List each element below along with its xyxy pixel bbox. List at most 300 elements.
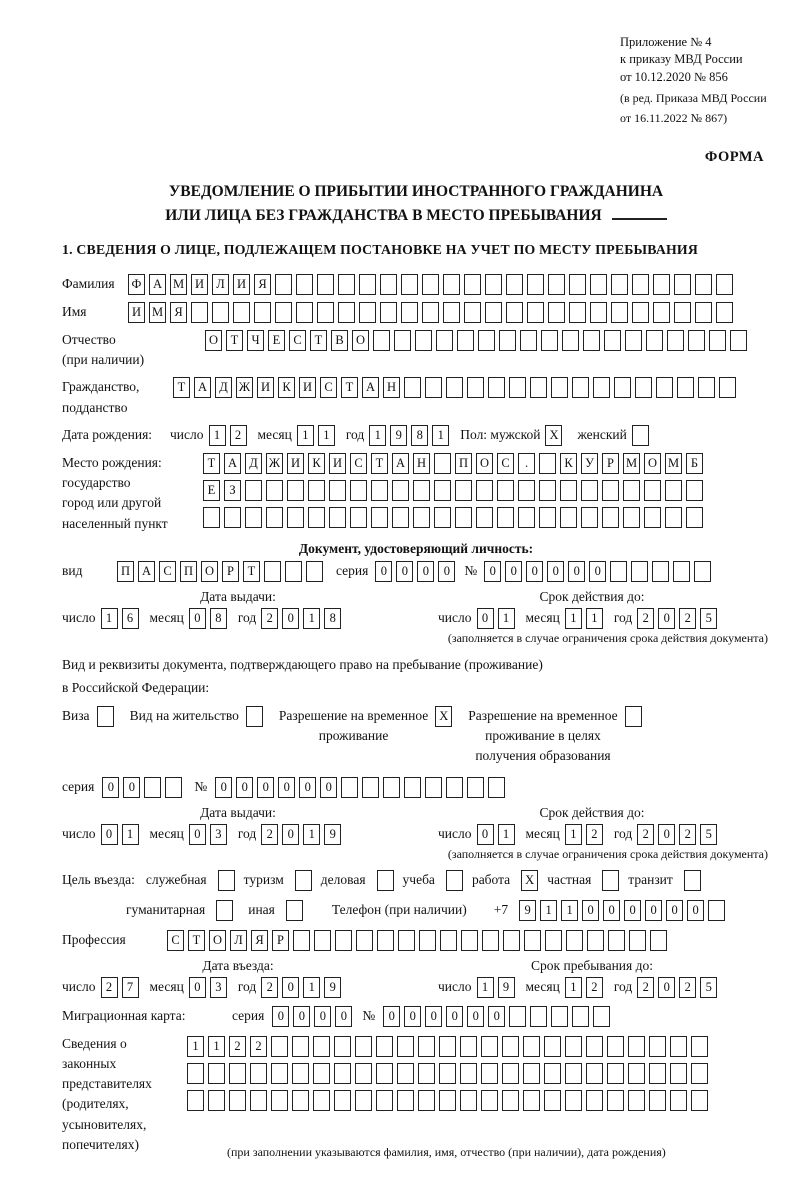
form-cell[interactable]: [497, 480, 514, 501]
form-cell[interactable]: [644, 507, 661, 528]
form-cell[interactable]: [460, 1090, 477, 1111]
form-cell[interactable]: Л: [212, 274, 229, 295]
form-cell[interactable]: С: [167, 930, 184, 951]
form-cell[interactable]: [586, 1036, 603, 1057]
form-cell[interactable]: Ч: [247, 330, 264, 351]
form-cell[interactable]: [581, 480, 598, 501]
form-cell[interactable]: [581, 507, 598, 528]
form-cell[interactable]: [632, 274, 649, 295]
form-cell[interactable]: 0: [484, 561, 501, 582]
form-cell[interactable]: [398, 930, 415, 951]
form-cell[interactable]: [635, 377, 652, 398]
form-cell[interactable]: [665, 480, 682, 501]
form-cell[interactable]: 0: [658, 977, 675, 998]
form-cell[interactable]: [628, 1063, 645, 1084]
form-cell[interactable]: 2: [637, 824, 654, 845]
form-cell[interactable]: [436, 330, 453, 351]
form-cell[interactable]: У: [581, 453, 598, 474]
purpose-work-checkbox[interactable]: X: [521, 870, 538, 891]
form-cell[interactable]: [404, 377, 421, 398]
form-cell[interactable]: [499, 330, 516, 351]
form-cell[interactable]: [373, 330, 390, 351]
form-cell[interactable]: Я: [251, 930, 268, 951]
form-cell[interactable]: 1: [303, 608, 320, 629]
form-cell[interactable]: И: [299, 377, 316, 398]
purpose-transit-checkbox[interactable]: [684, 870, 701, 891]
purpose-official-checkbox[interactable]: [218, 870, 235, 891]
form-cell[interactable]: 9: [519, 900, 536, 921]
form-cell[interactable]: 0: [101, 824, 118, 845]
form-cell[interactable]: [688, 330, 705, 351]
form-cell[interactable]: [422, 302, 439, 323]
form-cell[interactable]: [266, 480, 283, 501]
form-cell[interactable]: [376, 1063, 393, 1084]
form-cell[interactable]: [329, 507, 346, 528]
form-cell[interactable]: С: [497, 453, 514, 474]
form-cell[interactable]: [397, 1090, 414, 1111]
form-cell[interactable]: [359, 302, 376, 323]
form-cell[interactable]: [572, 377, 589, 398]
form-cell[interactable]: [371, 480, 388, 501]
form-cell[interactable]: [335, 930, 352, 951]
form-cell[interactable]: [467, 377, 484, 398]
form-cell[interactable]: [506, 302, 523, 323]
form-cell[interactable]: В: [331, 330, 348, 351]
form-cell[interactable]: [418, 1063, 435, 1084]
form-cell[interactable]: Н: [413, 453, 430, 474]
form-cell[interactable]: [506, 274, 523, 295]
form-cell[interactable]: 1: [209, 425, 226, 446]
form-cell[interactable]: [566, 930, 583, 951]
form-cell[interactable]: [392, 507, 409, 528]
form-cell[interactable]: [425, 377, 442, 398]
form-cell[interactable]: [544, 1063, 561, 1084]
form-cell[interactable]: Д: [245, 453, 262, 474]
form-cell[interactable]: [308, 507, 325, 528]
form-cell[interactable]: 0: [320, 777, 337, 798]
form-cell[interactable]: [355, 1036, 372, 1057]
form-cell[interactable]: [287, 480, 304, 501]
form-cell[interactable]: [716, 302, 733, 323]
form-cell[interactable]: [266, 507, 283, 528]
form-cell[interactable]: С: [159, 561, 176, 582]
form-cell[interactable]: [560, 507, 577, 528]
form-cell[interactable]: [602, 507, 619, 528]
purpose-humanitarian-checkbox[interactable]: [216, 900, 233, 921]
form-cell[interactable]: [670, 1036, 687, 1057]
form-cell[interactable]: 0: [477, 608, 494, 629]
form-cell[interactable]: [271, 1036, 288, 1057]
form-cell[interactable]: И: [191, 274, 208, 295]
form-cell[interactable]: [695, 274, 712, 295]
form-cell[interactable]: [212, 302, 229, 323]
form-cell[interactable]: [481, 1090, 498, 1111]
form-cell[interactable]: [632, 302, 649, 323]
form-cell[interactable]: [418, 1036, 435, 1057]
form-cell[interactable]: 0: [446, 1006, 463, 1027]
form-cell[interactable]: [541, 330, 558, 351]
form-cell[interactable]: [334, 1063, 351, 1084]
form-cell[interactable]: 9: [324, 977, 341, 998]
form-cell[interactable]: [250, 1063, 267, 1084]
form-cell[interactable]: [562, 330, 579, 351]
form-cell[interactable]: [482, 930, 499, 951]
form-cell[interactable]: 1: [318, 425, 335, 446]
form-cell[interactable]: [264, 561, 281, 582]
form-cell[interactable]: [308, 480, 325, 501]
form-cell[interactable]: [203, 507, 220, 528]
form-cell[interactable]: [413, 480, 430, 501]
form-cell[interactable]: [271, 1063, 288, 1084]
form-cell[interactable]: О: [201, 561, 218, 582]
form-cell[interactable]: [229, 1090, 246, 1111]
form-cell[interactable]: 1: [586, 608, 603, 629]
form-cell[interactable]: [292, 1090, 309, 1111]
form-cell[interactable]: [446, 377, 463, 398]
form-cell[interactable]: [293, 930, 310, 951]
form-cell[interactable]: И: [257, 377, 274, 398]
form-cell[interactable]: [530, 1006, 547, 1027]
form-cell[interactable]: Т: [243, 561, 260, 582]
form-cell[interactable]: [649, 1063, 666, 1084]
form-cell[interactable]: [565, 1090, 582, 1111]
form-cell[interactable]: 2: [261, 608, 278, 629]
rvp-education-checkbox[interactable]: [625, 706, 642, 727]
form-cell[interactable]: Р: [272, 930, 289, 951]
form-cell[interactable]: К: [308, 453, 325, 474]
form-cell[interactable]: 0: [467, 1006, 484, 1027]
form-cell[interactable]: 1: [122, 824, 139, 845]
form-cell[interactable]: [208, 1063, 225, 1084]
form-cell[interactable]: [481, 1063, 498, 1084]
form-cell[interactable]: 0: [282, 608, 299, 629]
form-cell[interactable]: [488, 377, 505, 398]
form-cell[interactable]: [611, 302, 628, 323]
form-cell[interactable]: О: [205, 330, 222, 351]
form-cell[interactable]: [461, 930, 478, 951]
form-cell[interactable]: Т: [173, 377, 190, 398]
form-cell[interactable]: [544, 1090, 561, 1111]
form-cell[interactable]: Ф: [128, 274, 145, 295]
form-cell[interactable]: [338, 302, 355, 323]
form-cell[interactable]: 5: [700, 608, 717, 629]
form-cell[interactable]: 0: [417, 561, 434, 582]
form-cell[interactable]: 0: [314, 1006, 331, 1027]
form-cell[interactable]: [187, 1090, 204, 1111]
form-cell[interactable]: [673, 561, 690, 582]
form-cell[interactable]: Т: [203, 453, 220, 474]
form-cell[interactable]: [296, 302, 313, 323]
purpose-other-checkbox[interactable]: [286, 900, 303, 921]
form-cell[interactable]: 0: [335, 1006, 352, 1027]
form-cell[interactable]: [667, 330, 684, 351]
form-cell[interactable]: 0: [282, 977, 299, 998]
form-cell[interactable]: [610, 561, 627, 582]
form-cell[interactable]: 8: [324, 608, 341, 629]
form-cell[interactable]: М: [665, 453, 682, 474]
form-cell[interactable]: 2: [586, 977, 603, 998]
form-cell[interactable]: А: [194, 377, 211, 398]
form-cell[interactable]: [306, 561, 323, 582]
form-cell[interactable]: Т: [226, 330, 243, 351]
form-cell[interactable]: 0: [425, 1006, 442, 1027]
form-cell[interactable]: [518, 507, 535, 528]
form-cell[interactable]: Е: [203, 480, 220, 501]
form-cell[interactable]: 1: [369, 425, 386, 446]
form-cell[interactable]: А: [392, 453, 409, 474]
form-cell[interactable]: 7: [122, 977, 139, 998]
form-cell[interactable]: 0: [236, 777, 253, 798]
form-cell[interactable]: [292, 1036, 309, 1057]
form-cell[interactable]: 2: [261, 824, 278, 845]
form-cell[interactable]: [614, 377, 631, 398]
form-cell[interactable]: [397, 1063, 414, 1084]
form-cell[interactable]: [527, 274, 544, 295]
form-cell[interactable]: [590, 274, 607, 295]
form-cell[interactable]: [422, 274, 439, 295]
form-cell[interactable]: Р: [602, 453, 619, 474]
form-cell[interactable]: [502, 1036, 519, 1057]
form-cell[interactable]: [485, 302, 502, 323]
form-cell[interactable]: [434, 507, 451, 528]
form-cell[interactable]: 0: [215, 777, 232, 798]
form-cell[interactable]: 0: [282, 824, 299, 845]
sex-female-checkbox[interactable]: [632, 425, 649, 446]
form-cell[interactable]: [376, 1036, 393, 1057]
form-cell[interactable]: [623, 507, 640, 528]
form-cell[interactable]: Я: [170, 302, 187, 323]
purpose-business-checkbox[interactable]: [377, 870, 394, 891]
form-cell[interactable]: [443, 274, 460, 295]
form-cell[interactable]: Л: [230, 930, 247, 951]
form-cell[interactable]: Р: [222, 561, 239, 582]
form-cell[interactable]: 2: [637, 608, 654, 629]
form-cell[interactable]: [509, 377, 526, 398]
form-cell[interactable]: [593, 1006, 610, 1027]
form-cell[interactable]: [539, 480, 556, 501]
form-cell[interactable]: [313, 1090, 330, 1111]
form-cell[interactable]: [425, 777, 442, 798]
form-cell[interactable]: [523, 1036, 540, 1057]
form-cell[interactable]: [527, 302, 544, 323]
form-cell[interactable]: З: [224, 480, 241, 501]
form-cell[interactable]: [250, 1090, 267, 1111]
form-cell[interactable]: А: [362, 377, 379, 398]
form-cell[interactable]: [287, 507, 304, 528]
form-cell[interactable]: 0: [189, 608, 206, 629]
form-cell[interactable]: .: [518, 453, 535, 474]
form-cell[interactable]: 6: [122, 608, 139, 629]
form-cell[interactable]: [608, 930, 625, 951]
form-cell[interactable]: [224, 507, 241, 528]
form-cell[interactable]: [362, 777, 379, 798]
form-cell[interactable]: [730, 330, 747, 351]
form-cell[interactable]: П: [117, 561, 134, 582]
form-cell[interactable]: 1: [303, 977, 320, 998]
form-cell[interactable]: 0: [383, 1006, 400, 1027]
form-cell[interactable]: [371, 507, 388, 528]
form-cell[interactable]: 8: [411, 425, 428, 446]
form-cell[interactable]: 1: [101, 608, 118, 629]
form-cell[interactable]: [356, 930, 373, 951]
form-cell[interactable]: [518, 480, 535, 501]
form-cell[interactable]: [476, 480, 493, 501]
form-cell[interactable]: [698, 377, 715, 398]
form-cell[interactable]: [719, 377, 736, 398]
form-cell[interactable]: 0: [257, 777, 274, 798]
form-cell[interactable]: 1: [565, 977, 582, 998]
form-cell[interactable]: 5: [700, 977, 717, 998]
form-cell[interactable]: 1: [477, 977, 494, 998]
form-cell[interactable]: [401, 274, 418, 295]
form-cell[interactable]: 0: [404, 1006, 421, 1027]
form-cell[interactable]: [583, 330, 600, 351]
form-cell[interactable]: [586, 1090, 603, 1111]
form-cell[interactable]: 2: [637, 977, 654, 998]
form-cell[interactable]: 2: [261, 977, 278, 998]
form-cell[interactable]: [502, 1063, 519, 1084]
form-cell[interactable]: 0: [375, 561, 392, 582]
form-cell[interactable]: Б: [686, 453, 703, 474]
form-cell[interactable]: [607, 1036, 624, 1057]
form-cell[interactable]: [317, 274, 334, 295]
sex-male-checkbox[interactable]: X: [545, 425, 562, 446]
form-cell[interactable]: 0: [658, 824, 675, 845]
form-cell[interactable]: [350, 507, 367, 528]
form-cell[interactable]: [401, 302, 418, 323]
form-cell[interactable]: Т: [188, 930, 205, 951]
form-cell[interactable]: 0: [396, 561, 413, 582]
form-cell[interactable]: [481, 1036, 498, 1057]
form-cell[interactable]: [694, 561, 711, 582]
form-cell[interactable]: 1: [208, 1036, 225, 1057]
form-cell[interactable]: [548, 302, 565, 323]
form-cell[interactable]: [497, 507, 514, 528]
form-cell[interactable]: 9: [390, 425, 407, 446]
form-cell[interactable]: 1: [303, 824, 320, 845]
form-cell[interactable]: 0: [582, 900, 599, 921]
form-cell[interactable]: [656, 377, 673, 398]
purpose-study-checkbox[interactable]: [446, 870, 463, 891]
form-cell[interactable]: [187, 1063, 204, 1084]
form-cell[interactable]: 0: [272, 1006, 289, 1027]
form-cell[interactable]: [590, 302, 607, 323]
form-cell[interactable]: 2: [230, 425, 247, 446]
form-cell[interactable]: [607, 1063, 624, 1084]
form-cell[interactable]: [502, 1090, 519, 1111]
form-cell[interactable]: [691, 1090, 708, 1111]
form-cell[interactable]: [545, 930, 562, 951]
form-cell[interactable]: [245, 480, 262, 501]
form-cell[interactable]: [341, 777, 358, 798]
form-cell[interactable]: [523, 1063, 540, 1084]
form-cell[interactable]: О: [476, 453, 493, 474]
form-cell[interactable]: [439, 1063, 456, 1084]
form-cell[interactable]: А: [149, 274, 166, 295]
form-cell[interactable]: К: [278, 377, 295, 398]
form-cell[interactable]: [233, 302, 250, 323]
form-cell[interactable]: [670, 1063, 687, 1084]
form-cell[interactable]: [254, 302, 271, 323]
form-cell[interactable]: [653, 302, 670, 323]
form-cell[interactable]: 0: [278, 777, 295, 798]
form-cell[interactable]: 9: [324, 824, 341, 845]
form-cell[interactable]: 0: [624, 900, 641, 921]
form-cell[interactable]: Я: [254, 274, 271, 295]
form-cell[interactable]: [691, 1036, 708, 1057]
form-cell[interactable]: [695, 302, 712, 323]
form-cell[interactable]: [285, 561, 302, 582]
form-cell[interactable]: [653, 274, 670, 295]
form-cell[interactable]: [530, 377, 547, 398]
form-cell[interactable]: [334, 1036, 351, 1057]
form-cell[interactable]: [457, 330, 474, 351]
form-cell[interactable]: [334, 1090, 351, 1111]
form-cell[interactable]: 0: [488, 1006, 505, 1027]
form-cell[interactable]: 0: [658, 608, 675, 629]
form-cell[interactable]: А: [138, 561, 155, 582]
form-cell[interactable]: [476, 507, 493, 528]
form-cell[interactable]: [674, 302, 691, 323]
form-cell[interactable]: И: [233, 274, 250, 295]
form-cell[interactable]: Е: [268, 330, 285, 351]
form-cell[interactable]: 0: [102, 777, 119, 798]
form-cell[interactable]: [520, 330, 537, 351]
form-cell[interactable]: [485, 274, 502, 295]
form-cell[interactable]: [523, 1090, 540, 1111]
form-cell[interactable]: [271, 1090, 288, 1111]
form-cell[interactable]: [392, 480, 409, 501]
form-cell[interactable]: [650, 930, 667, 951]
form-cell[interactable]: 0: [589, 561, 606, 582]
form-cell[interactable]: [649, 1090, 666, 1111]
form-cell[interactable]: [317, 302, 334, 323]
form-cell[interactable]: 0: [123, 777, 140, 798]
form-cell[interactable]: [628, 1090, 645, 1111]
form-cell[interactable]: [560, 480, 577, 501]
form-cell[interactable]: [551, 377, 568, 398]
form-cell[interactable]: Ж: [266, 453, 283, 474]
form-cell[interactable]: [677, 377, 694, 398]
form-cell[interactable]: [355, 1063, 372, 1084]
form-cell[interactable]: [509, 1006, 526, 1027]
form-cell[interactable]: [460, 1063, 477, 1084]
form-cell[interactable]: [665, 507, 682, 528]
form-cell[interactable]: [464, 274, 481, 295]
form-cell[interactable]: И: [287, 453, 304, 474]
form-cell[interactable]: 2: [229, 1036, 246, 1057]
form-cell[interactable]: 0: [568, 561, 585, 582]
purpose-private-checkbox[interactable]: [602, 870, 619, 891]
residence-permit-checkbox[interactable]: [246, 706, 263, 727]
form-cell[interactable]: [144, 777, 161, 798]
form-cell[interactable]: [691, 1063, 708, 1084]
form-cell[interactable]: [548, 274, 565, 295]
form-cell[interactable]: [565, 1036, 582, 1057]
form-cell[interactable]: 1: [297, 425, 314, 446]
form-cell[interactable]: 3: [210, 977, 227, 998]
form-cell[interactable]: [418, 1090, 435, 1111]
form-cell[interactable]: [670, 1090, 687, 1111]
form-cell[interactable]: 5: [700, 824, 717, 845]
form-cell[interactable]: [464, 302, 481, 323]
form-cell[interactable]: [586, 1063, 603, 1084]
form-cell[interactable]: [313, 1036, 330, 1057]
form-cell[interactable]: [708, 900, 725, 921]
form-cell[interactable]: [674, 274, 691, 295]
form-cell[interactable]: [419, 930, 436, 951]
form-cell[interactable]: И: [128, 302, 145, 323]
